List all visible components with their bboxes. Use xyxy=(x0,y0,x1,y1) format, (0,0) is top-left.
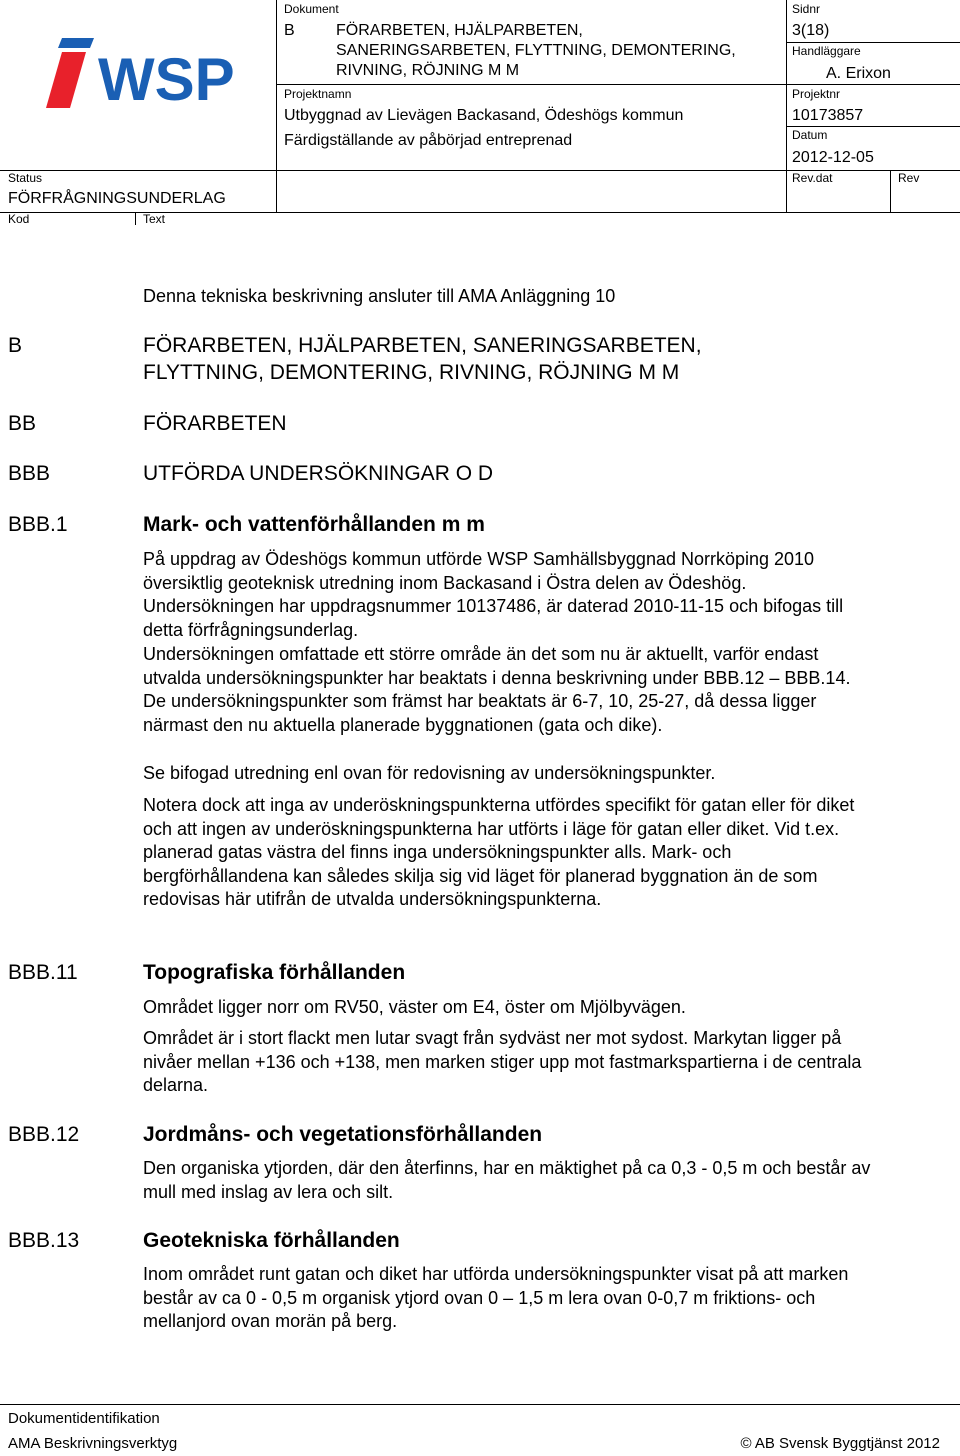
paragraph: Se bifogad utredning enl ovan för redovisning av undersökningspunkter. xyxy=(143,763,716,783)
section-title-bbb11: Topografiska förhållanden xyxy=(143,961,406,984)
paragraph: Inom området runt gatan och diket har utförda undersökningspunkter visat på att marken består av ca 0 - 0,5 m organisk ytjord ovan 0 – 1,5 m lera ovan 0-0,7 m friktions- och mellanjord ovan morän på berg. xyxy=(143,1264,849,1331)
paragraph: Undersökningen omfattade ett större område än det som nu är aktuellt, varför endast utvalda undersökningspunkter har beaktats i denna beskrivning under BBB.12 – BBB.14. De undersökningspunkter som främst har beaktats är 6-7, 10, 25-27, då dessa ligger närmast den nu aktuella planerade byggnationen (gata och dike). xyxy=(143,644,851,735)
section-code-bbb11: BBB.11 xyxy=(8,961,78,984)
revdat-label: Rev.dat xyxy=(792,171,833,185)
projektnamn-label: Projektnamn xyxy=(284,87,352,101)
section-code-bbb13: BBB.13 xyxy=(8,1229,80,1252)
status-value: FÖRFRÅGNINGSUNDERLAG xyxy=(8,190,226,207)
wsp-logo xyxy=(40,34,250,118)
footer-left: AMA Beskrivningsverktyg xyxy=(8,1435,178,1452)
dokument-title-1: FÖRARBETEN, HJÄLPARBETEN, xyxy=(336,22,583,39)
section-title-b-1: FÖRARBETEN, HJÄLPARBETEN, SANERINGSARBETEN, xyxy=(143,334,702,357)
projektnamn-line-2: Färdigställande av påbörjad entreprenad xyxy=(284,132,573,149)
text-label: Text xyxy=(143,212,166,226)
kod-label: Kod xyxy=(8,212,30,226)
handlaggare-value: A. Erixon xyxy=(826,65,891,82)
wsp-logo-icon xyxy=(40,34,250,118)
footer-label: Dokumentidentifikation xyxy=(8,1410,160,1427)
section-title-bbb13: Geotekniska förhållanden xyxy=(143,1229,400,1252)
projektnamn-line-1: Utbyggnad av Lievägen Backasand, Ödeshögs kommun xyxy=(284,107,684,124)
section-title-b-2: FLYTTNING, DEMONTERING, RIVNING, RÖJNING M M xyxy=(143,361,680,384)
section-code-bbb: BBB xyxy=(8,462,51,485)
datum-label: Datum xyxy=(792,128,828,142)
section-code-b: B xyxy=(8,334,23,357)
section-title-bbb12: Jordmåns- och vegetationsförhållanden xyxy=(143,1123,543,1146)
section-title-bbb1: Mark- och vattenförhållanden m m xyxy=(143,513,485,536)
section-code-bb: BB xyxy=(8,412,37,435)
section-title-bb: FÖRARBETEN xyxy=(143,412,287,435)
sidnr-value: 3(18) xyxy=(792,22,830,39)
projektnr-value: 10173857 xyxy=(792,107,864,124)
datum-value: 2012-12-05 xyxy=(792,149,874,166)
paragraph: Notera dock att inga av underöskningspunkterna utfördes specifikt för gatan eller för diket och att ingen av underöskningspunkterna har utförts i läge för gatan eller diket. Vid t.ex. planerad gatas västra del finns inga undersökningspunkter alls. Mark- och bergförhållandena kan således skilja sig vid läget för planerad byggnation än de som redovisas här utifrån de utvalda undersökningspunkterna. xyxy=(143,795,855,909)
dokument-label: Dokument xyxy=(284,2,339,16)
logo-text: WSP xyxy=(98,46,235,113)
paragraph: Området ligger norr om RV50, väster om E4, öster om Mjölbyvägen. xyxy=(143,997,686,1017)
section-title-bbb: UTFÖRDA UNDERSÖKNINGAR O D xyxy=(143,462,494,485)
dokument-code: B xyxy=(284,22,295,39)
section-code-bbb12: BBB.12 xyxy=(8,1123,80,1146)
paragraph: Den organiska ytjorden, där den återfinns, har en mäktighet på ca 0,3 - 0,5 m och består av mull med inslag av lera och silt. xyxy=(143,1158,871,1202)
paragraph: På uppdrag av Ödeshögs kommun utförde WSP Samhällsbyggnad Norrköping 2010 översiktlig geoteknisk utredning inom Backasand i Östra delen av Ödeshög. Undersökningen har uppdragsnummer 10137486, är daterad 2010-11-15 och bifogas till detta förfrågningsunderlag. xyxy=(143,549,844,640)
paragraph: Området är i stort flackt men lutar svagt från sydväst ner mot sydost. Markytan ligger på nivåer mellan +136 och +138, men marken stiger upp mot fastmarkspartierna i de centrala delarna. xyxy=(143,1028,862,1095)
footer-copyright: © AB Svensk Byggtjänst 2012 xyxy=(740,1435,940,1452)
status-label: Status xyxy=(8,171,43,185)
dokument-title-2: SANERINGSARBETEN, FLYTTNING, DEMONTERING, xyxy=(336,42,736,59)
section-code-bbb1: BBB.1 xyxy=(8,513,68,536)
handlaggare-label: Handläggare xyxy=(792,44,861,58)
dokument-title-3: RIVNING, RÖJNING M M xyxy=(336,62,520,79)
intro-text: Denna tekniska beskrivning ansluter till AMA Anläggning 10 xyxy=(143,286,616,306)
projektnr-label: Projektnr xyxy=(792,87,841,101)
rev-label: Rev xyxy=(898,171,920,185)
sidnr-label: Sidnr xyxy=(792,2,821,16)
